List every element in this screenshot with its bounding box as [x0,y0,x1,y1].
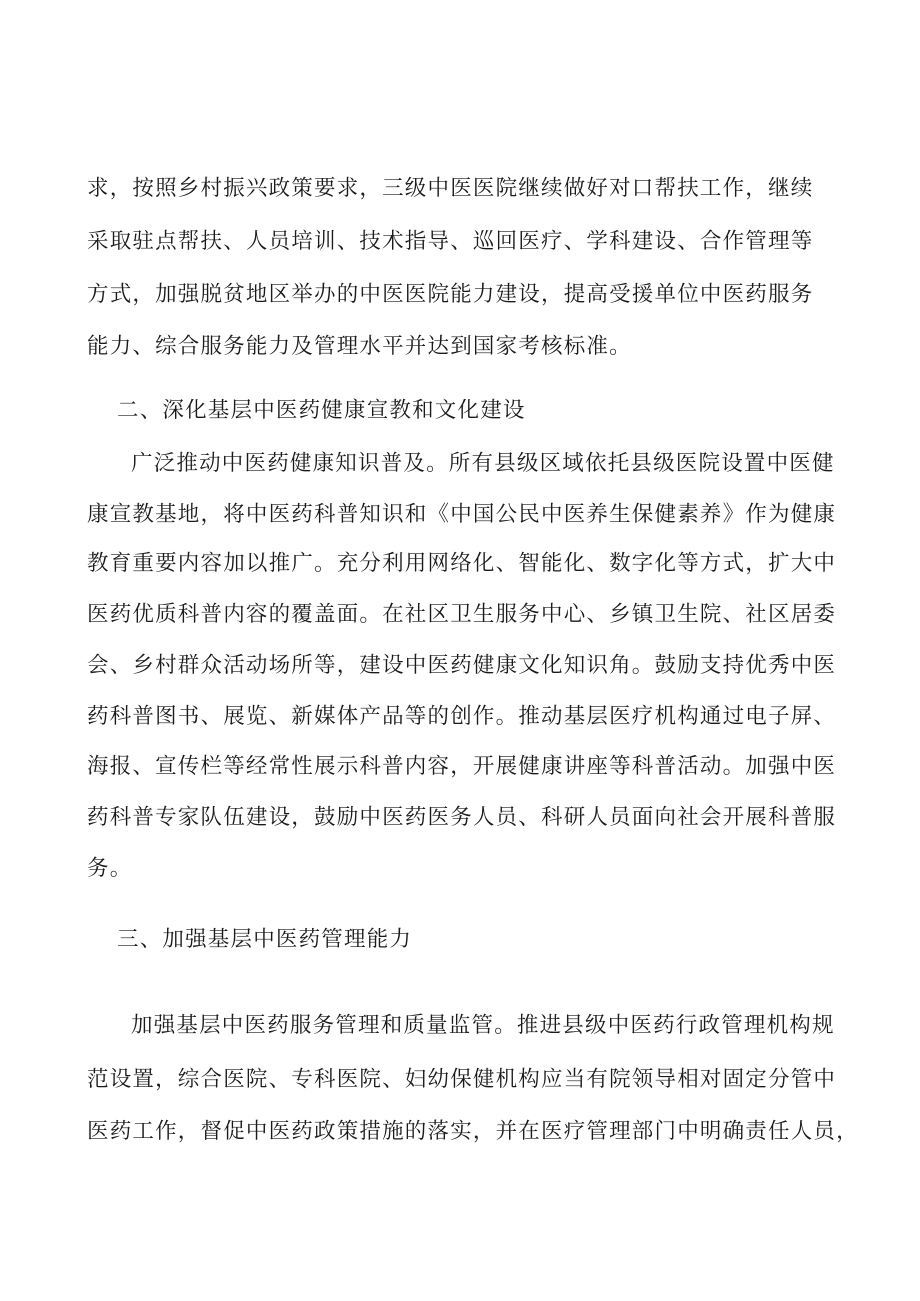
section-3-line-3: 医药工作，督促中医药政策措施的落实，并在医疗管理部门中明确责任人员， [87,1119,859,1144]
section-3-line-1: 加强基层中医药服务管理和质量监管。推进县级中医药行政管理机构规 [131,1013,835,1038]
section-3-heading: 三、加强基层中医药管理能力 [117,927,413,952]
section-2-line-3: 教育重要内容加以推广。充分利用网络化、智能化、数字化等方式，扩大中 [87,551,837,576]
section-2-line-5: 会、乡村群众活动场所等，建设中医药健康文化知识角。鼓励支持优秀中医 [87,653,837,678]
intro-line-3: 方式，加强脱贫地区举办的中医医院能力建设，提高受援单位中医药服务 [87,282,814,307]
section-2-line-8: 药科普专家队伍建设，鼓励中医药医务人员、科研人员面向社会开展科普服 [87,805,837,830]
section-2-line-2: 康宣教基地，将中医药科普知识和《中国公民中医养生保健素养》作为健康 [87,502,837,527]
section-2-line-4: 医药优质科普内容的覆盖面。在社区卫生服务中心、乡镇卫生院、社区居委 [87,602,837,627]
intro-line-1: 求，按照乡村振兴政策要求，三级中医医院继续做好对口帮扶工作，继续 [87,176,814,201]
section-2-line-1: 广泛推动中医药健康知识普及。所有县级区域依托县级医院设置中医健 [131,451,835,476]
section-2-line-6: 药科普图书、展览、新媒体产品等的创作。推动基层医疗机构通过电子屏、 [87,704,837,729]
intro-line-4: 能力、综合服务能力及管理水平并达到国家考核标准。 [87,334,632,359]
section-3-line-2: 范设置，综合医院、专科医院、妇幼保健机构应当有院领导相对固定分管中 [87,1067,837,1092]
intro-line-2: 采取驻点帮扶、人员培训、技术指导、巡回医疗、学科建设、合作管理等 [87,229,814,254]
section-2-line-9: 务。 [87,856,133,881]
section-2-line-7: 海报、宣传栏等经常性展示科普内容，开展健康讲座等科普活动。加强中医 [87,754,837,779]
section-2-heading: 二、深化基层中医药健康宣教和文化建设 [117,398,526,423]
